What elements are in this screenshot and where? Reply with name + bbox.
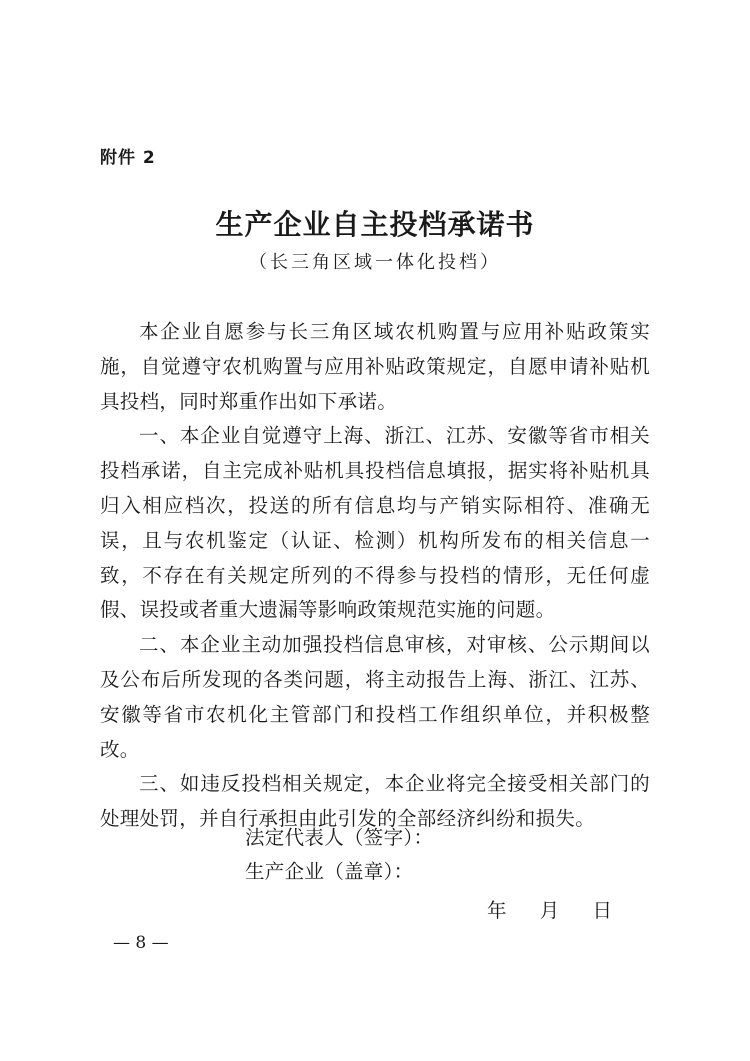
date-line: [487, 895, 639, 923]
date-day: 日: [592, 899, 612, 922]
document-body: [100, 315, 650, 837]
paragraph-commitment-1: 一、本企业自觉遵守上海、浙江、江苏、安徽等省市相关投档承诺，自主完成补贴机具投档信息填报，据实将补贴机具归入相应档次，投送的所有信息均与产销实际相符、准确无误，且与农机鉴定（认证、检测）机构所发布的相关信息一致，不存在有关规定所列的不得参与投档的情形，无任何虚假、误投或者重大遗漏等影响政策规范实施的问题。: [100, 424, 650, 622]
paragraph-commitment-3: 三、如违反投档相关规定，本企业将完全接受相关部门的处理处罚，并自行承担由此引发的全部经济纠纷和损失。: [100, 772, 650, 831]
paragraph-commitment-2: 二、本企业主动加强投档信息审核，对审核、公示期间以及公布后所发现的各类问题，将主动报告上海、浙江、江苏、安徽等省市农机化主管部门和投档工作组织单位，并积极整改。: [100, 633, 650, 761]
document-subtitle: （长三角区域一体化投档）: [249, 252, 501, 273]
date-year: 年: [487, 899, 507, 922]
page-number: — 8 —: [113, 933, 169, 953]
date-month: 月: [539, 899, 560, 922]
company-seal-line: 生产企业（盖章）：: [245, 860, 414, 883]
paragraph-intro: 本企业自愿参与长三角区域农机购置与应用补贴政策实施，自觉遵守农机购置与应用补贴政策规定，自愿申请补贴机具投档，同时郑重作出如下承诺。: [100, 320, 650, 413]
legal-representative-signature-line: 法定代表人（签字）：: [245, 826, 434, 849]
document-title: 生产企业自主投档承诺书: [215, 208, 535, 241]
attachment-label: 附件 2: [100, 148, 156, 168]
